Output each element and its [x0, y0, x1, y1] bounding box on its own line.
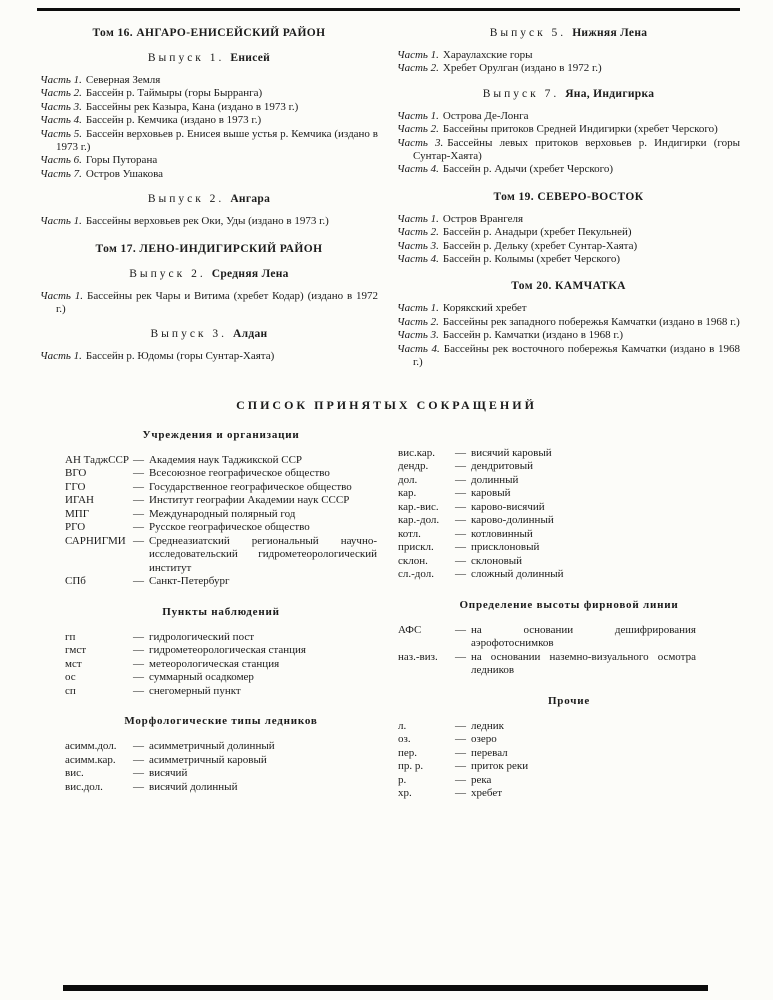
top-rule	[37, 8, 740, 11]
abbreviation-entry	[65, 767, 377, 781]
part-number-label: Часть 3.	[397, 136, 444, 149]
abbreviation-term: ГГО	[65, 480, 86, 493]
part-title-text: Остров Ушакова	[85, 167, 164, 180]
part-title-text: Корякский хребет	[442, 302, 527, 315]
toc-part-entry	[40, 350, 378, 363]
toc-part-entry	[397, 253, 740, 266]
part-number-label: Часть 3.	[40, 100, 82, 113]
abbreviation-definition-text: присклоновый	[471, 541, 540, 553]
volume-heading: Том 19. СЕВЕРО-ВОСТОК	[493, 190, 644, 203]
abbreviation-entry	[398, 760, 740, 774]
part-title-text: Острова Де-Лонга	[442, 109, 529, 122]
part-number-label: Часть 1.	[397, 109, 439, 122]
abbreviation-term: РГО	[65, 521, 86, 533]
abbreviation-definition	[455, 541, 740, 555]
abbreviation-term: гп	[65, 630, 76, 643]
abbreviation-definition	[133, 575, 377, 589]
part-number-label: Часть 2.	[397, 315, 439, 328]
abbreviation-term: АН ТаджССР	[65, 453, 129, 466]
part-title-text: Остров Врангеля	[442, 212, 524, 225]
abbreviation-entry	[398, 541, 740, 555]
abbreviation-definition	[455, 501, 740, 515]
abbreviation-definition	[455, 555, 740, 569]
abbreviation-definition-text: асимметричный долинный	[149, 740, 275, 752]
abbreviation-entry	[398, 747, 740, 761]
abbreviation-definition-text: сложный долинный	[471, 568, 564, 580]
part-title-text: Бассейны левых притоков верховьев р. Индигирки (горы Сунтар-Хаята)	[413, 136, 740, 163]
abbreviation-entry	[398, 514, 740, 528]
part-title-text: Бассейны рек Казыра, Кана (издано в 1973 г.)	[85, 100, 299, 113]
bottom-rule	[63, 985, 708, 991]
issue-heading	[397, 26, 740, 40]
abbreviation-definition	[133, 467, 377, 481]
issue-title: Алдан	[233, 328, 268, 341]
abbreviation-term: АФС	[398, 623, 422, 636]
part-number-label: Часть 4.	[397, 163, 439, 176]
part-number-label: Часть 3.	[397, 239, 439, 252]
abbreviation-section-heading: Пункты наблюдений	[162, 605, 280, 618]
part-number-label: Часть 1.	[40, 74, 82, 86]
abbreviation-definition	[133, 671, 377, 685]
abbreviation-definition-text: карово-долинный	[471, 514, 554, 526]
toc-part-entry	[40, 101, 378, 114]
abbreviation-term: мст	[65, 657, 82, 670]
toc-part-entry	[397, 49, 740, 62]
toc-part-entry	[397, 110, 740, 123]
abbreviation-definition-text: гидрологический пост	[149, 630, 255, 643]
abbreviation-definition	[133, 508, 377, 522]
abbreviation-definition-text: гидрометеорологическая станция	[149, 644, 306, 656]
abbreviation-definition-text: Русское географическое общество	[149, 521, 310, 533]
part-number-label: Часть 1.	[397, 212, 439, 225]
abbreviation-entry	[65, 658, 377, 672]
abbreviation-term: вис.кар.	[398, 446, 436, 459]
abbreviation-definition-text: Санкт-Петербург	[149, 575, 230, 587]
abbreviation-term: кар.-дол.	[398, 514, 440, 526]
abbreviations-column-left	[65, 429, 377, 801]
abbreviation-definition-text: озеро	[471, 733, 497, 745]
part-title-text: Хараулахские горы	[442, 49, 533, 61]
dash-separator: —	[455, 460, 466, 472]
abbreviation-definition	[133, 454, 377, 468]
part-number-label: Часть 3.	[397, 329, 439, 342]
abbreviation-term: асимм.дол.	[65, 740, 117, 752]
toc-part-entry	[40, 168, 378, 181]
dash-separator: —	[133, 507, 144, 520]
toc-part-entry	[397, 240, 740, 253]
part-title-text: Бассейны притоков Средней Индигирки (хребет Черского)	[442, 123, 718, 136]
part-number-label: Часть 1.	[40, 350, 82, 363]
abbreviation-definition	[455, 474, 740, 488]
dash-separator: —	[455, 487, 466, 499]
abbreviation-definition	[133, 767, 377, 781]
abbreviation-definition	[455, 460, 740, 474]
dash-separator: —	[133, 494, 144, 506]
abbreviation-term: СПб	[65, 575, 86, 587]
abbreviation-entry	[65, 535, 377, 576]
part-number-label: Часть 7.	[40, 167, 82, 180]
abbreviation-definition-text: Среднеазиатский региональный научно-исследовательский гидрометеорологический институт	[149, 534, 377, 574]
abbreviation-definition	[133, 535, 377, 576]
abbreviation-section-heading: Учреждения и организации	[142, 428, 300, 441]
issue-heading	[40, 327, 378, 341]
abbreviation-entry	[65, 781, 377, 795]
abbreviation-definition-text: висячий каровый	[471, 446, 552, 459]
abbreviation-definition-text: котловинный	[471, 527, 533, 540]
dash-separator: —	[133, 467, 144, 479]
dash-separator: —	[133, 780, 144, 793]
issue-title: Нижняя Лена	[572, 27, 648, 39]
toc-part-entry	[40, 215, 378, 228]
abbreviation-entry	[65, 508, 377, 522]
abbreviation-definition-text: дендритовый	[471, 460, 533, 472]
abbreviation-entry	[398, 555, 740, 569]
abbreviation-term: дол.	[398, 473, 418, 486]
abbreviation-entry	[398, 528, 740, 542]
part-title-text: Бассейн р. Кемчика (издано в 1973 г.)	[85, 114, 262, 127]
abbreviation-definition-text: Всесоюзное географическое общество	[149, 467, 330, 479]
part-title-text: Бассейн р. Колымы (хребет Черского)	[442, 253, 621, 266]
abbreviation-definition	[133, 521, 377, 535]
dash-separator: —	[455, 568, 466, 580]
abbreviation-definition-text: Международный полярный год	[149, 507, 296, 520]
abbreviation-term: ВГО	[65, 467, 87, 479]
part-title-text: Бассейн р. Адычи (хребет Черского)	[442, 163, 614, 176]
part-title-text: Бассейн верховьев р. Енисея выше устья р. Кемчика (издано в 1973 г.)	[56, 127, 378, 154]
abbreviation-term: дендр.	[398, 460, 429, 472]
part-title-text: Бассейны верховьев рек Оки, Уды (издано в 1973 г.)	[85, 215, 329, 228]
issue-title: Енисей	[230, 52, 271, 64]
part-number-label: Часть 4.	[397, 342, 440, 355]
toc-part-entry	[40, 114, 378, 127]
abbreviation-definition	[455, 487, 740, 501]
dash-separator: —	[455, 623, 466, 636]
abbreviation-entry	[398, 501, 740, 515]
part-number-label: Часть 6.	[40, 154, 82, 167]
abbreviation-term: кар.	[398, 487, 417, 499]
issue-heading	[40, 51, 378, 65]
dash-separator: —	[455, 650, 466, 663]
part-number-label: Часть 2.	[40, 87, 82, 100]
part-title-text: Хребет Орулган (издано в 1972 г.)	[442, 62, 602, 75]
abbreviation-definition-text: асимметричный каровый	[149, 753, 267, 766]
abbreviation-definition-text: Институт географии Академии наук СССР	[149, 494, 350, 506]
issue-number-label: Выпуск 2.	[129, 267, 206, 280]
abbreviation-entry	[65, 494, 377, 508]
abbreviation-definition	[133, 740, 377, 754]
abbreviation-definition-text: ледник	[471, 719, 504, 732]
abbreviation-definition-text: каровый	[471, 487, 511, 499]
issue-number-label: Выпуск 3.	[150, 328, 228, 341]
toc-part-entry	[397, 316, 740, 329]
toc-part-entry	[397, 163, 740, 176]
abbreviation-definition-text: снегомерный пункт	[149, 684, 241, 697]
abbreviation-term: пр. р.	[398, 760, 424, 772]
abbreviation-term: гмст	[65, 644, 87, 656]
abbreviation-definition	[455, 528, 740, 542]
abbreviation-definition-text: долинный	[471, 473, 519, 486]
part-number-label: Часть 1.	[397, 302, 439, 315]
dash-separator: —	[133, 671, 144, 683]
toc-column-left	[40, 26, 378, 370]
abbreviation-entry	[398, 487, 740, 501]
dash-separator: —	[455, 514, 466, 526]
dash-separator: —	[133, 630, 144, 643]
part-number-label: Часть 2.	[397, 226, 439, 239]
toc-part-entry	[40, 74, 378, 87]
abbreviation-definition-text: суммарный осадкомер	[149, 671, 254, 683]
abbreviation-section-heading: Определение высоты фирновой линии	[459, 598, 679, 611]
abbreviation-term: САРНИГМИ	[65, 534, 126, 547]
toc-part-entry	[40, 154, 378, 167]
abbreviation-definition	[455, 774, 740, 788]
abbreviation-definition-text: перевал	[471, 746, 508, 759]
dash-separator: —	[133, 740, 144, 752]
abbreviation-definition-text: на основании дешифрирования аэрофотоснимков	[471, 623, 696, 649]
abbreviation-entry	[398, 787, 740, 801]
toc-part-entry	[40, 128, 378, 155]
abbreviation-definition	[455, 514, 740, 528]
abbreviation-entry	[398, 720, 740, 734]
dash-separator: —	[455, 473, 466, 486]
abbreviation-term: л.	[398, 719, 407, 732]
abbreviation-entry	[65, 754, 377, 768]
issue-number-label: Выпуск 5.	[489, 27, 567, 39]
abbreviation-definition-text: Академия наук Таджикской ССР	[149, 453, 303, 466]
dash-separator: —	[455, 719, 466, 732]
toc-part-entry	[40, 87, 378, 100]
dash-separator: —	[133, 521, 144, 533]
abbreviation-entry	[398, 774, 740, 788]
abbreviation-term: котл.	[398, 527, 421, 540]
part-title-text: Бассейн р. Дельку (хребет Сунтар-Хаята)	[442, 239, 638, 252]
abbreviation-entry	[65, 685, 377, 699]
abbreviation-definition	[133, 644, 377, 658]
abbreviation-definition	[133, 781, 377, 795]
abbreviation-definition	[455, 624, 740, 651]
abbreviation-entry	[65, 575, 377, 589]
abbreviation-definition-text: висячий	[149, 767, 188, 779]
toc-part-entry	[397, 137, 740, 164]
dash-separator: —	[133, 534, 144, 547]
abbreviation-entry	[398, 651, 740, 678]
dash-separator: —	[133, 453, 144, 466]
volume-heading: Том 17. ЛЕНО-ИНДИГИРСКИЙ РАЙОН	[95, 242, 323, 255]
dash-separator: —	[133, 767, 144, 779]
abbreviation-term: пер.	[398, 746, 418, 759]
abbreviation-definition	[133, 754, 377, 768]
abbreviation-term: наз.-виз.	[398, 650, 438, 663]
toc-part-entry	[397, 302, 740, 315]
dash-separator: —	[455, 760, 466, 772]
issue-number-label: Выпуск 2.	[147, 193, 225, 206]
abbreviation-term: кар.-вис.	[398, 500, 439, 513]
volume-heading: Том 20. КАМЧАТКА	[511, 280, 626, 293]
abbreviation-term: хр.	[398, 787, 412, 799]
abbreviation-definition-text: склоновый	[471, 554, 523, 567]
abbreviation-definition	[455, 651, 740, 678]
abbreviation-definition-text: метеорологическая станция	[149, 657, 280, 670]
dash-separator: —	[133, 480, 144, 493]
issue-title: Ангара	[230, 193, 271, 206]
issue-number-label: Выпуск 1.	[147, 52, 225, 64]
abbreviation-definition	[455, 747, 740, 761]
dash-separator: —	[133, 575, 144, 587]
issue-number-label: Выпуск 7.	[482, 87, 560, 100]
abbreviation-entry	[65, 631, 377, 645]
abbreviations-title: СПИСОК ПРИНЯТЫХ СОКРАЩЕНИЙ	[236, 397, 537, 412]
dash-separator: —	[455, 787, 466, 799]
abbreviation-section-heading: Морфологические типы ледников	[124, 715, 318, 727]
abbreviation-definition	[455, 568, 740, 582]
dash-separator: —	[455, 773, 466, 786]
abbreviation-term: сп	[65, 684, 76, 697]
part-title-text: Бассейны рек западного побережья Камчатки (издано в 1968 г.)	[442, 315, 740, 328]
abbreviation-entry	[65, 644, 377, 658]
toc-part-entry	[397, 62, 740, 75]
part-number-label: Часть 2.	[397, 123, 439, 136]
abbreviation-entry	[398, 447, 740, 461]
part-number-label: Часть 4.	[397, 253, 439, 266]
abbreviation-term: р.	[398, 773, 407, 786]
part-number-label: Часть 4.	[40, 114, 82, 127]
abbreviation-term: ИГАН	[65, 494, 94, 506]
abbreviation-entry	[65, 467, 377, 481]
abbreviation-definition	[455, 787, 740, 801]
dash-separator: —	[455, 446, 466, 459]
abbreviation-entry	[398, 460, 740, 474]
part-number-label: Часть 1.	[40, 289, 84, 302]
dash-separator: —	[133, 644, 144, 656]
abbreviation-entry	[65, 740, 377, 754]
abbreviation-entry	[398, 568, 740, 582]
abbreviation-term: ос	[65, 671, 76, 683]
part-title-text: Бассейн р. Таймыры (горы Бырранга)	[85, 87, 263, 100]
abbreviation-term: асимм.кар.	[65, 753, 116, 766]
dash-separator: —	[133, 753, 144, 766]
abbreviations-column-right	[398, 429, 740, 801]
abbreviation-definition	[455, 447, 740, 461]
abbreviation-term: вис.	[65, 767, 84, 779]
toc-part-entry	[40, 290, 378, 317]
abbreviations-section	[0, 429, 773, 801]
toc-part-entry	[397, 123, 740, 136]
dash-separator: —	[455, 500, 466, 513]
part-title-text: Северная Земля	[85, 74, 161, 86]
part-title-text: Бассейн р. Юдомы (горы Сунтар-Хаята)	[85, 350, 275, 363]
abbreviation-entry	[65, 481, 377, 495]
issue-title: Средняя Лена	[211, 267, 289, 280]
toc-part-entry	[397, 226, 740, 239]
abbreviation-definition-text: Государственное географическое общество	[149, 480, 352, 493]
part-title-text: Горы Путорана	[85, 154, 158, 167]
dash-separator: —	[455, 554, 466, 567]
abbreviation-definition	[455, 733, 740, 747]
issue-title: Яна, Индигирка	[565, 87, 655, 100]
abbreviation-entry	[398, 733, 740, 747]
abbreviation-definition-text: приток реки	[471, 760, 529, 772]
part-title-text: Бассейн р. Камчатки (издано в 1968 г.)	[442, 329, 624, 342]
part-title-text: Бассейн р. Анадыри (хребет Пекульней)	[442, 226, 632, 239]
table-of-contents	[0, 26, 773, 370]
issue-heading	[397, 87, 740, 101]
abbreviation-definition	[455, 760, 740, 774]
toc-part-entry	[397, 343, 740, 370]
issue-heading	[40, 267, 378, 281]
dash-separator: —	[133, 684, 144, 697]
abbreviation-definition	[133, 685, 377, 699]
abbreviation-term: вис.дол.	[65, 780, 103, 793]
abbreviation-definition-text: карово-висячий	[471, 500, 545, 513]
abbreviation-definition	[133, 658, 377, 672]
abbreviation-entry	[65, 671, 377, 685]
abbreviation-section-heading: Прочие	[547, 694, 591, 707]
toc-column-right	[397, 26, 740, 370]
dash-separator: —	[455, 527, 466, 540]
part-number-label: Часть 2.	[397, 62, 439, 75]
abbreviation-definition-text: река	[471, 773, 492, 786]
abbreviation-term: прискл.	[398, 541, 434, 553]
abbreviation-definition-text: на основании наземно-визуального осмотра ледников	[471, 650, 696, 676]
toc-part-entry	[397, 329, 740, 342]
volume-heading: Том 16. АНГАРО-ЕНИСЕЙСКИЙ РАЙОН	[92, 27, 326, 39]
abbreviation-definition-text: хребет	[471, 787, 503, 799]
part-number-label: Часть 1.	[397, 49, 439, 61]
dash-separator: —	[133, 657, 144, 670]
abbreviation-definition	[133, 481, 377, 495]
dash-separator: —	[455, 746, 466, 759]
abbreviation-term: сл.-дол.	[398, 568, 434, 580]
abbreviation-definition-text: висячий долинный	[149, 780, 238, 793]
abbreviation-definition	[455, 720, 740, 734]
part-title-text: Бассейны рек Чары и Витима (хребет Кодар) (издано в 1972 г.)	[56, 289, 379, 316]
abbreviation-entry	[65, 521, 377, 535]
toc-part-entry	[397, 213, 740, 226]
abbreviation-term: склон.	[398, 554, 428, 567]
abbreviation-definition	[133, 494, 377, 508]
abbreviation-definition	[133, 631, 377, 645]
abbreviation-entry	[398, 624, 740, 651]
part-number-label: Часть 1.	[40, 215, 82, 228]
issue-heading	[40, 192, 378, 206]
abbreviation-entry	[65, 454, 377, 468]
abbreviation-entry	[398, 474, 740, 488]
abbreviation-term: МПГ	[65, 507, 90, 520]
dash-separator: —	[455, 733, 466, 745]
part-number-label: Часть 5.	[40, 127, 83, 140]
abbreviation-term: оз.	[398, 733, 411, 745]
dash-separator: —	[455, 541, 466, 553]
part-title-text: Бассейны рек восточного побережья Камчатки (издано в 1968 г.)	[413, 342, 740, 369]
